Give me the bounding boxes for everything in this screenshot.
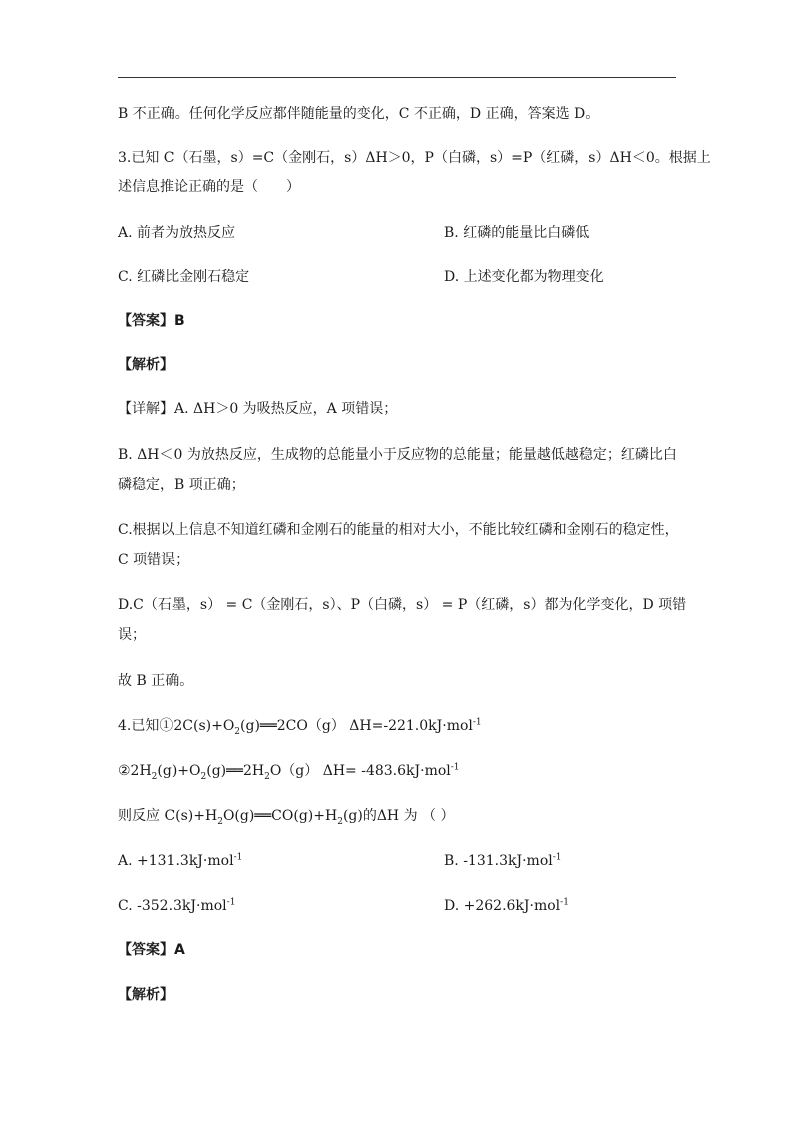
q3-explain-d: D.C（石墨，s） = C（金刚石，s）、P（白磷，s） = P（红磷，s）都为化学变化，D 项错 [118, 597, 687, 613]
question-4-eq1 [118, 716, 482, 736]
q3-option-a: A. 前者为放热反应 [118, 225, 236, 241]
header-rule [118, 77, 676, 78]
q4-option-a-text: A. +131.3kJ·mol [118, 853, 234, 869]
subscript: 2 [337, 816, 343, 827]
q3-analysis-heading: 【解析】 [118, 357, 174, 373]
q3-option-b: B. 红磷的能量比白磷低 [444, 225, 590, 241]
q3-explain-b-cont: 磷稳定，B 项正确； [118, 477, 245, 493]
question-4-eq2 [118, 761, 460, 781]
q3-option-c: C. 红磷比金刚石稳定 [118, 269, 250, 285]
superscript: -1 [226, 897, 236, 908]
q4-option-b [444, 851, 562, 871]
q4-stem-part: 则反应 C(s)+H [118, 808, 218, 824]
superscript: -1 [233, 852, 243, 863]
question-4-stem [118, 806, 455, 826]
superscript: -1 [450, 762, 460, 773]
eq2-part: ②2H [118, 763, 152, 779]
q4-option-c-text: C. -352.3kJ·mol [118, 898, 227, 914]
q3-explain-c: C.根据以上信息不知道红磷和金刚石的能量的相对大小，不能比较红磷和金刚石的稳定性， [118, 522, 679, 538]
q4-option-d-text: D. +262.6kJ·mol [444, 898, 561, 914]
q3-option-d: D. 上述变化都为物理变化 [444, 269, 604, 285]
subscript: 2 [200, 771, 207, 782]
subscript: 2 [264, 771, 270, 782]
q3-detail: 【详解】A. ΔH＞0 为吸热反应，A 项错误； [118, 401, 398, 417]
question-3-stem: 3.已知 C（石墨，s）=C（金刚石，s）ΔH＞0，P（白磷，s）=P（红磷，s）ΔH＜0。根据上 [118, 150, 711, 166]
q3-conclusion: 故 B 正确。 [118, 673, 194, 689]
q4-stem-part: O(g)══CO(g)+H [222, 808, 338, 824]
q3-answer: 【答案】B [118, 313, 185, 329]
q4-option-c [118, 896, 235, 916]
question-3-stem-cont: 述信息推论正确的是（ ） [118, 179, 300, 195]
text-line: B 不正确。任何化学反应都伴随能量的变化，C 不正确，D 正确，答案选 D。 [118, 106, 600, 122]
eq2-part: O（g） ΔH= -483.6kJ·mol [269, 763, 451, 779]
eq2-part: (g)+O [157, 763, 201, 779]
subscript: 2 [151, 771, 158, 782]
eq1-part: (g)══2CO（g） ΔH=-221.0kJ·mol [240, 718, 473, 734]
superscript: -1 [552, 852, 562, 863]
q4-option-a [118, 851, 242, 871]
eq1-part: 2C(s)+O [173, 718, 235, 734]
superscript: -1 [472, 717, 482, 728]
q4-stem-part: (g)的ΔH 为 （ ） [342, 808, 455, 824]
eq2-part: (g)══2H [206, 763, 265, 779]
q3-explain-c-cont: C 项错误； [118, 552, 190, 568]
q3-explain-d-cont: 误； [118, 627, 146, 643]
q4-answer: 【答案】A [118, 942, 185, 958]
q3-explain-b: B. ΔH＜0 为放热反应，生成物的总能量小于反应物的总能量；能量越低越稳定；红磷比白 [118, 447, 677, 463]
superscript: -1 [560, 897, 569, 908]
subscript: 2 [234, 726, 241, 737]
q4-analysis-heading: 【解析】 [118, 987, 174, 1003]
q4-option-b-text: B. -131.3kJ·mol [444, 853, 553, 869]
q4-option-d [444, 896, 569, 916]
subscript: 2 [217, 816, 223, 827]
q4-intro: 4.已知① [118, 718, 174, 734]
